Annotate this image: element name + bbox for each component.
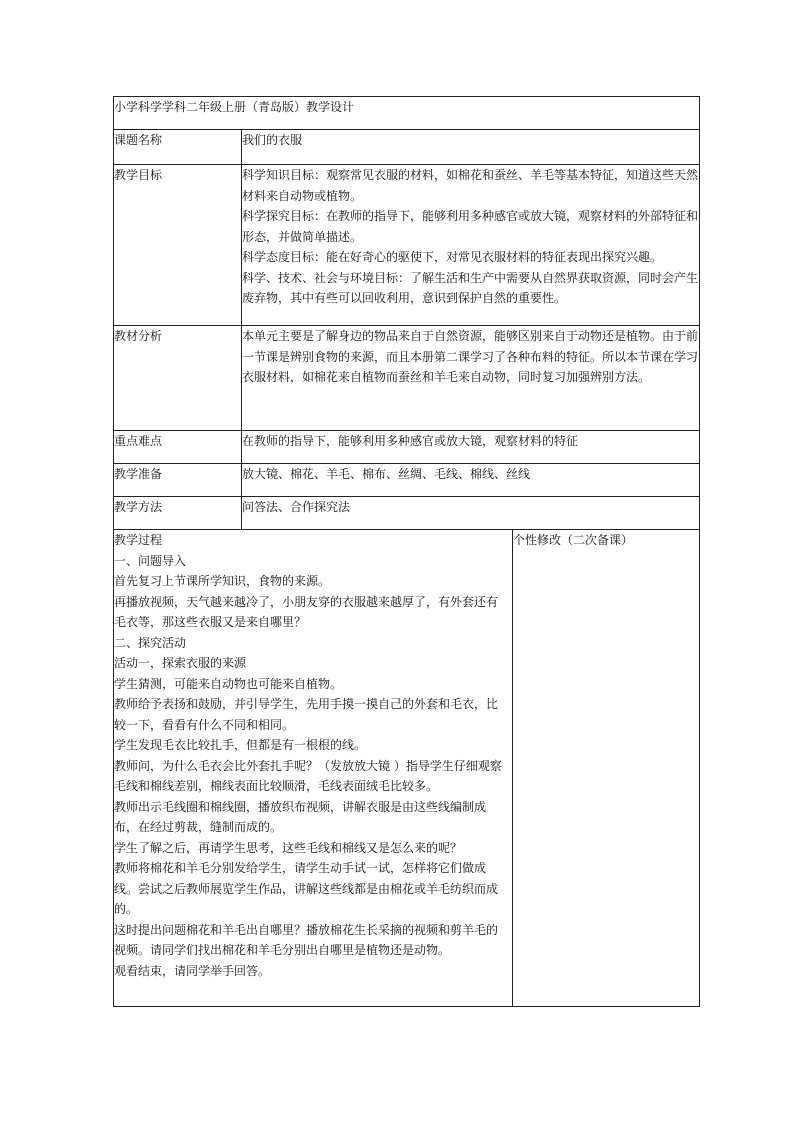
analysis-label: 教材分析 bbox=[114, 326, 242, 431]
goal-attitude: 科学态度目标：能在好奇心的驱使下，对常见衣服材料的特征表现出探究兴趣。 bbox=[242, 250, 663, 264]
process-line: 这时提出问题棉花和羊毛出自哪里？播放棉花生长采摘的视频和剪羊毛的视频。请同学们找出棉花和羊毛分别出自哪里是植物还是动物。 bbox=[114, 922, 499, 957]
process-line: 教师问，为什么毛衣会比外套扎手呢？（发放放大镜 ）指导学生仔细观察毛线和棉线差别，棉线表面比较顺滑，毛线表面绒毛比较多。 bbox=[114, 758, 502, 793]
process-line: 学生猜测，可能来自动物也可能来自植物。 bbox=[114, 676, 343, 691]
topic-row bbox=[114, 130, 700, 165]
process-line: 二、探究活动 bbox=[114, 635, 187, 650]
lesson-plan-table bbox=[113, 96, 700, 1007]
goals-content bbox=[242, 165, 700, 326]
analysis-row bbox=[114, 326, 700, 431]
topic-value: 我们的衣服 bbox=[242, 130, 700, 165]
method-row bbox=[114, 497, 700, 530]
process-content bbox=[114, 530, 513, 1007]
process-line: 教师出示毛线圈和棉线圈，播放织布视频，讲解衣服是由这些线编制成布，在经过剪裁，缝制而成的。 bbox=[114, 799, 487, 834]
goal-stse: 科学、技术、社会与环境目标：了解生活和生产中需要从自然界获取资源，同时会产生废弃物，其中有些可以回收利用，意识到保护自然的重要性。 bbox=[242, 270, 699, 305]
topic-label: 课题名称 bbox=[114, 130, 242, 165]
method-value: 问答法、合作探究法 bbox=[242, 497, 700, 530]
method-label: 教学方法 bbox=[114, 497, 242, 530]
goals-row bbox=[114, 165, 700, 326]
analysis-content: 本单元主要是了解身边的物品来自于自然资源，能够区别来自于动物还是植物。由于前一节课是辨别食物的来源，而且本册第二课学习了各种布料的特征。所以本节课在学习衣服材料，如棉花来自植物而蚕丝和羊毛来自动物，同时复习加强辨别方法。 bbox=[242, 326, 700, 431]
process-line: 再播放视频，天气越来越冷了，小朋友穿的衣服越来越厚了，有外套还有毛衣等，那这些衣服又是来自哪里？ bbox=[114, 594, 499, 629]
lesson-plan-document bbox=[113, 96, 699, 1007]
process-line: 学生了解之后，再请学生思考，这些毛线和棉线又是怎么来的呢？ bbox=[114, 840, 463, 855]
process-line: 活动一，探索衣服的来源 bbox=[114, 656, 247, 670]
process-row bbox=[114, 530, 700, 1007]
process-line: 观看结束，请同学举手回答。 bbox=[114, 963, 271, 978]
process-line: 教师给予表扬和鼓励，并引导学生，先用手摸一摸自己的外套和毛衣，比较一下，看看有什么不同和相同。 bbox=[114, 697, 499, 732]
document-title: 小学科学学科二年级上册（青岛版）教学设计 bbox=[114, 97, 700, 130]
title-row bbox=[114, 97, 700, 130]
process-line: 教师将棉花和羊毛分别发给学生，请学生动手试一试，怎样将它们做成线。尝试之后教师展览学生作品，讲解这些线都是由棉花或羊毛纺织而成的。 bbox=[114, 861, 499, 916]
goal-inquiry: 科学探究目标：在教师的指导下，能够利用多种感官或放大镜，观察材料的外部特征和形态，并做简单描述。 bbox=[242, 209, 699, 244]
preparation-value: 放大镜、棉花、羊毛、棉布、丝绸、毛线、棉线、丝线 bbox=[242, 464, 700, 497]
preparation-row bbox=[114, 464, 700, 497]
preparation-label: 教学准备 bbox=[114, 464, 242, 497]
process-line: 一、问题导入 bbox=[114, 553, 187, 568]
goals-label: 教学目标 bbox=[114, 165, 242, 326]
revision-notes-column: 个性修改（二次备课） bbox=[513, 530, 700, 1007]
key-points-label: 重点难点 bbox=[114, 431, 242, 464]
process-line: 首先复习上节课所学知识，食物的来源。 bbox=[114, 574, 331, 588]
key-points-row bbox=[114, 431, 700, 464]
process-line: 学生发现毛衣比较扎手，但都是有一根根的线。 bbox=[114, 738, 367, 752]
process-label: 教学过程 bbox=[114, 533, 163, 547]
goal-knowledge: 科学知识目标：观察常见衣服的材料，如棉花和蚕丝、羊毛等基本特征，知道这些天然材料来自动物或植物。 bbox=[242, 168, 699, 203]
key-points-value: 在教师的指导下，能够利用多种感官或放大镜，观察材料的特征 bbox=[242, 431, 700, 464]
